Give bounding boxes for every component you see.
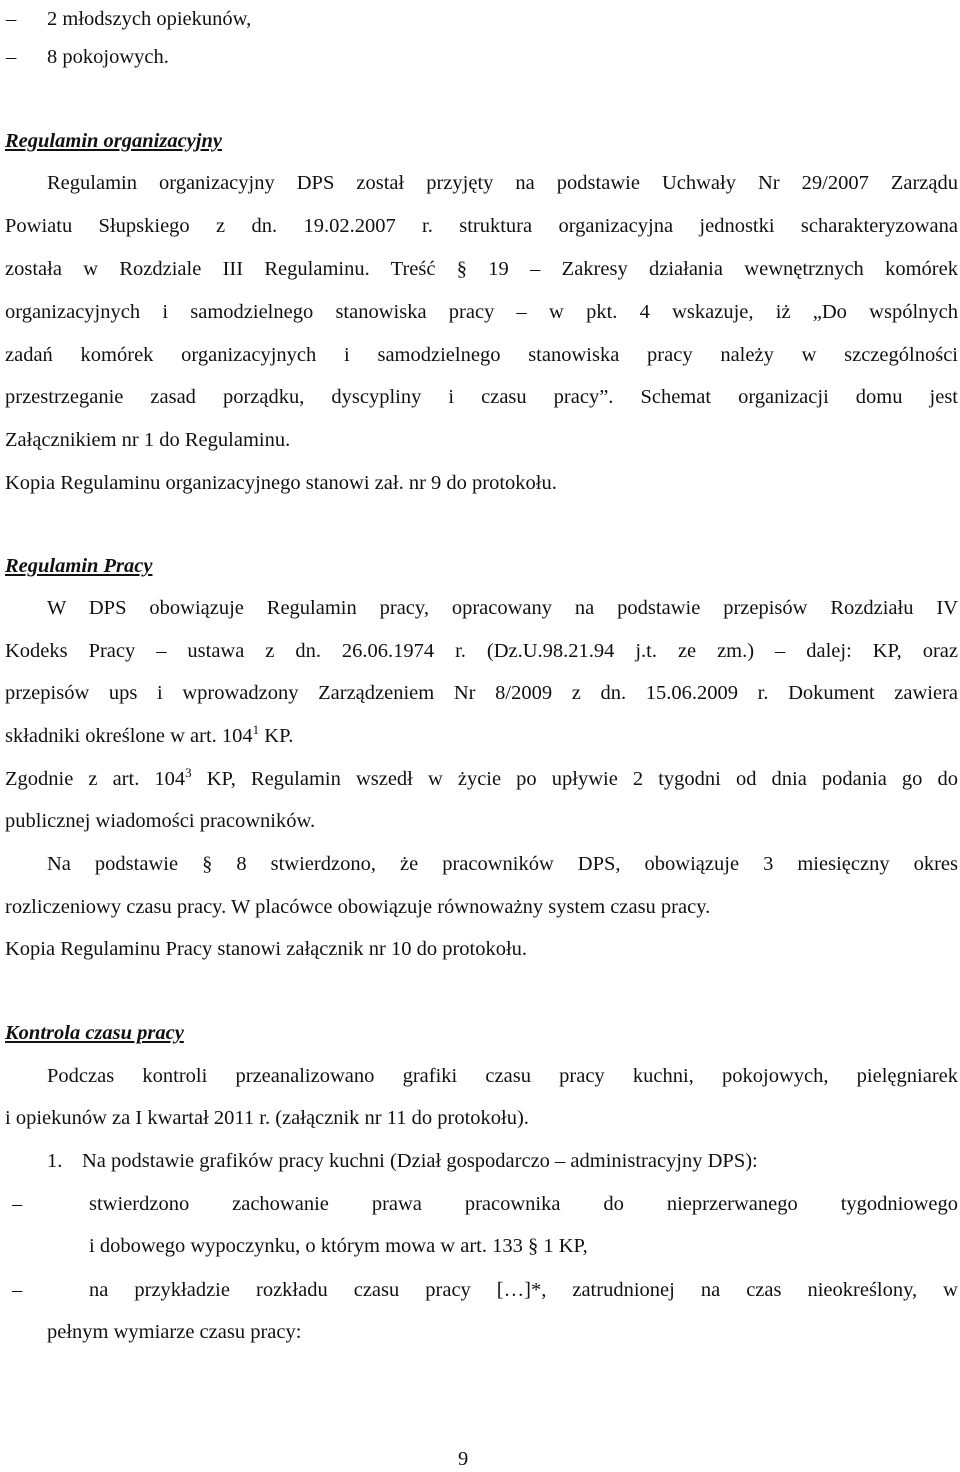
list-item-text: 2 młodszych opiekunów, xyxy=(47,8,252,30)
text-run: KP, Regulamin wszedł w życie po upływie 2 tygodni od dnia podania go do xyxy=(191,768,958,790)
dash-bullet: – xyxy=(12,1279,23,1301)
page-number: 9 xyxy=(458,1448,469,1470)
paragraph-line: Regulamin organizacyjny DPS został przyjęty na podstawie Uchwały Nr 29/2007 Zarządu xyxy=(47,172,958,194)
dash-bullet: – xyxy=(6,46,17,68)
paragraph-line: została w Rozdziale III Regulaminu. Treść § 19 – Zakresy działania wewnętrznych komórek xyxy=(5,258,958,280)
paragraph-line xyxy=(5,766,958,792)
section-heading: Kontrola czasu pracy xyxy=(5,1022,184,1044)
text-run: składniki określone w art. 104 xyxy=(5,725,253,747)
dash-bullet: – xyxy=(12,1193,23,1215)
list-item-text: stwierdzono zachowanie prawa pracownika do nieprzerwanego tygodniowego xyxy=(89,1193,958,1215)
section-heading: Regulamin organizacyjny xyxy=(5,130,222,152)
paragraph-line: rozliczeniowy czasu pracy. W placówce obowiązuje równoważny system czasu pracy. xyxy=(5,896,711,918)
paragraph-line: Kopia Regulaminu organizacyjnego stanowi zał. nr 9 do protokołu. xyxy=(5,472,557,494)
superscript: 1 xyxy=(252,722,260,737)
superscript: 3 xyxy=(185,765,192,780)
paragraph-line: przepisów ups i wprowadzony Zarządzeniem Nr 8/2009 z dn. 15.06.2009 r. Dokument zawiera xyxy=(5,682,958,704)
paragraph-line: Podczas kontroli przeanalizowano grafiki czasu pracy kuchni, pokojowych, pielęgniarek xyxy=(47,1065,958,1087)
paragraph-line: zadań komórek organizacyjnych i samodzielnego stanowiska pracy należy w szczególności xyxy=(5,344,958,366)
paragraph-line: Kopia Regulaminu Pracy stanowi załącznik nr 10 do protokołu. xyxy=(5,938,528,960)
list-number: 1. xyxy=(47,1150,63,1172)
dash-bullet: – xyxy=(6,8,17,30)
section-heading: Regulamin Pracy xyxy=(5,555,153,577)
list-item-text: Na podstawie grafików pracy kuchni (Dział gospodarczo – administracyjny DPS): xyxy=(82,1150,758,1172)
paragraph-line: organizacyjnych i samodzielnego stanowiska pracy – w pkt. 4 wskazuje, iż „Do wspólnych xyxy=(5,301,958,323)
paragraph-line: Powiatu Słupskiego z dn. 19.02.2007 r. struktura organizacyjna jednostki scharakteryzowana xyxy=(5,215,958,237)
paragraph-line: publicznej wiadomości pracowników. xyxy=(5,810,316,832)
paragraph-line: i opiekunów za I kwartał 2011 r. (załącznik nr 11 do protokołu). xyxy=(5,1107,529,1129)
list-item-text: na przykładzie rozkładu czasu pracy […]*, zatrudnionej na czas nieokreślony, w xyxy=(89,1279,958,1301)
paragraph-line: Załącznikiem nr 1 do Regulaminu. xyxy=(5,429,291,451)
text-run: KP. xyxy=(259,725,294,747)
paragraph-line xyxy=(5,723,293,749)
list-item-text: i dobowego wypoczynku, o którym mowa w art. 133 § 1 KP, xyxy=(89,1235,588,1257)
paragraph-line: Na podstawie § 8 stwierdzono, że pracowników DPS, obowiązuje 3 miesięczny okres xyxy=(47,853,958,875)
list-item-text: pełnym wymiarze czasu pracy: xyxy=(47,1321,302,1343)
list-item-text: 8 pokojowych. xyxy=(47,46,169,68)
text-run: Zgodnie z art. 104 xyxy=(5,768,186,790)
paragraph-line: W DPS obowiązuje Regulamin pracy, opracowany na podstawie przepisów Rozdziału IV xyxy=(47,597,958,619)
paragraph-line: Kodeks Pracy – ustawa z dn. 26.06.1974 r. (Dz.U.98.21.94 j.t. ze zm.) – dalej: KP, oraz xyxy=(5,640,958,662)
paragraph-line: przestrzeganie zasad porządku, dyscypliny i czasu pracy”. Schemat organizacji domu jest xyxy=(5,386,958,408)
